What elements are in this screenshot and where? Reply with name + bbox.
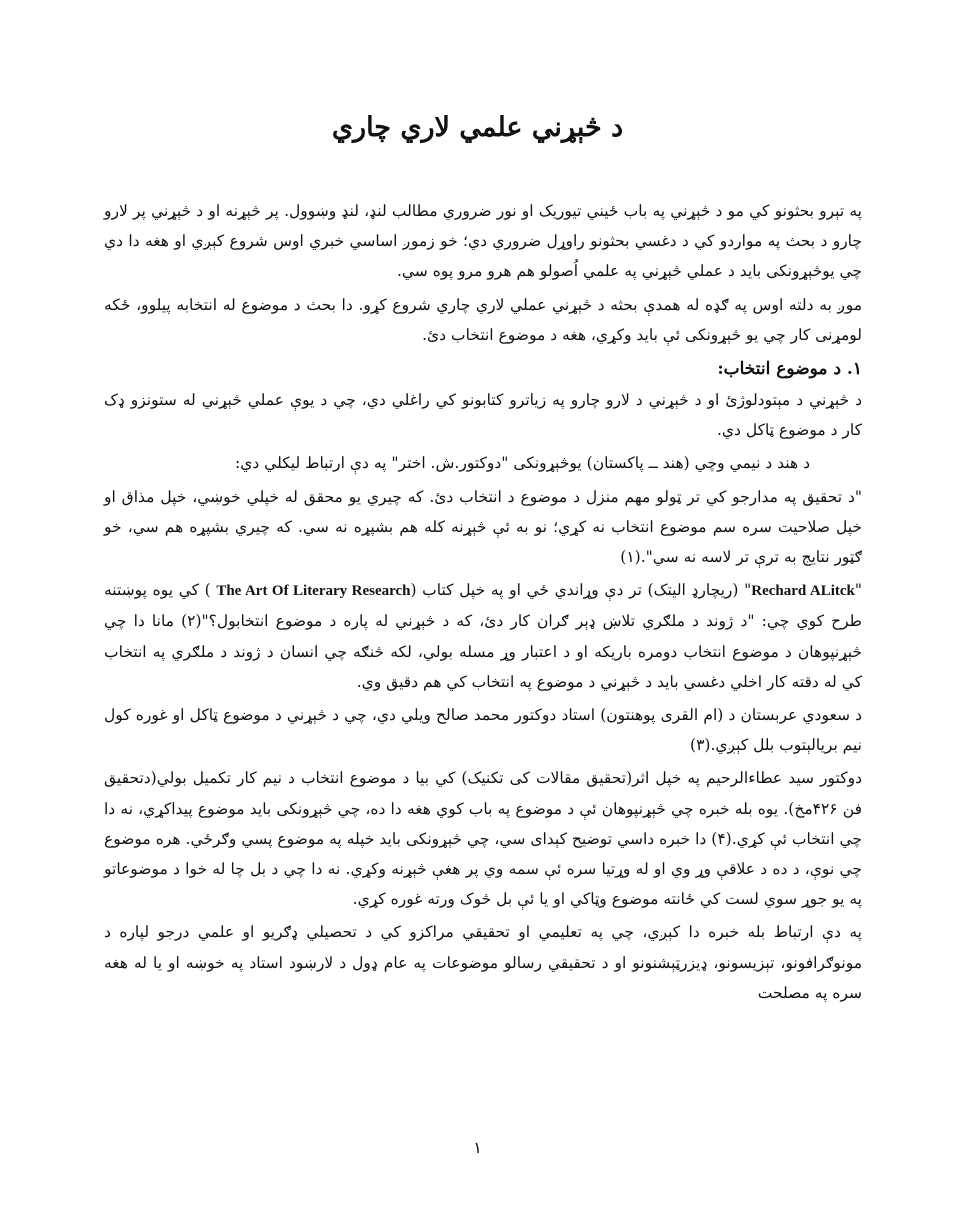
- rechard-rest: ) کي يوه پوښتنه طرح کوي چي: "د ژوند د ملګري تلاښ ډېر ګران کار دئ، که د څېړني له پاره د موضوع انتخابول؟"(۲) مانا دا چي څېړنپوهان د موضوع انتخاب دومره باريکه او د اعتبار وړ مسله بولي، لکه څنګه چي انسان د ژوند د ملګري په انتخاب کي له دقته کار اخلي دغسي بايد د څېړني د موضوع په انتخاب کي هم دقيق وي.: [104, 581, 862, 691]
- rechard-prefix: ": [854, 581, 862, 600]
- paragraph-akhtar-quote: "د تحقيق په مدارجو کي تر ټولو مهم منزل د موضوع د انتخاب دئ. که چيري يو محقق له خپلي خوښي، خپل مذاق او خپل صلاحيت سره سم موضوع انتخاب نه کړي؛ نو به ئې څېړنه کله هم بشپړه نه سي. که چيري بشپړه هم سي، خو ګټور نتايج به ترې تر لاسه نه سي".(۱): [104, 487, 862, 567]
- paragraph-methodology: د څېړني د مېتودلوژئ او د څېړني د لارو چارو په زياترو کتابونو کي راغلي دي، چي د يوې عملي څېړني له ستونزو ډک کار د موضوع ټاکل دي.: [104, 391, 862, 440]
- paragraph-intro: په تېرو بحثونو کي مو د څېړني په باب ځيني تيوريک او نور ضروري مطالب لنډ، لنډ وښوول. پر څېړنه او د څېړني پر لارو چارو د بحث په مواردو کي د دغسي بحثونو راوړل ضروري دي؛ خو زموږ اساسي خبري اوس شروع کېږي او هغه دا دي چي يوڅېړونکی بايد د عملي څېړني په علمي اُصولو هم هرو مرو پوه سي.: [104, 202, 862, 281]
- document-body: [104, 196, 862, 1011]
- paragraph-institutions: په دې ارتباط بله خبره دا کېږي، چي په تعليمي او تحقيقي مراکزو کي د تحصيلي ډګريو او علمي درجو لپاره د مونوګرافونو، تېزيسونو، ډيزرټېشنونو او د تحقيقي رسالو موضوعات په عام ډول د لارښود استاد په خوښه او يا له هغه سره په مصلحت: [104, 923, 862, 1002]
- page-number: ۱: [473, 1138, 482, 1157]
- paragraph-saudi: د سعودي عربستان د (ام القری پوهنتون) استاد دوکتور محمد صالح ويلي دي، چي د څېړني د موضوع ټاکل او غوره کول نيم بريالېتوب بلل کېږي.(۳): [104, 706, 862, 755]
- section-heading: ۱. د موضوع انتخاب:: [717, 359, 862, 380]
- paragraph-rechard: [104, 575, 862, 697]
- paragraph-akhtar-intro: د هند د نيمي وچي (هند ــ پاکستان) يوڅېړونکی "دوکتور.ش. اختر" په دې ارتباط ليکلي دي:: [234, 454, 810, 473]
- book-title-latin: The Art Of Literary Research: [216, 583, 411, 600]
- paragraph-ataurrahim: دوکتور سيد عطاءالرحيم په خپل اثر(تحقيق مقالات کی تکنيک) کي بيا د موضوع انتخاب د نيم کار تکميل بولي(دتحقيق فن ۴۲۶مخ). يوه بله خبره چي څېړنپوهان ئې د موضوع په باب کوي هغه دا ده، چي څېړونکی بايد موضوع پيداکړي، نه دا چي انتخاب ئې کړي.(۴) دا خبره داسي توضيح کېدای سي، چي څېړونکی بايد خپله په موضوع پسي وګرځي. هره موضوع چي نوې، د ده د علاقې وړ وي او له وړتيا سره ئې سمه وي پر هغې څېړنه وکړي. نه دا چي د بل چا له خوا د موضوعاتو په يو جوړ سوي لست کي ځانته موضوع وټاکي او يا ئې بل څوک ورته غوره کړي.: [104, 769, 863, 909]
- rechard-middle: " (ريچارډ اليتک) تر دې وړاندي ځي او په خپل کتاب (: [410, 581, 752, 600]
- paragraph-start: موږ به دلته اوس په ګډه له همدې بحثه د څېړني عملي لاري چاري شروع کړو. دا بحث د موضوع له انتخابه پيلوو، ځکه لومړنی کار چي يو څېړونکی ئې بايد وکړي، هغه د موضوع انتخاب دئ.: [104, 295, 862, 344]
- page-title: د څېړني علمي لاري چاري: [331, 112, 624, 143]
- author-name-latin: Rechard ALitck: [751, 583, 855, 600]
